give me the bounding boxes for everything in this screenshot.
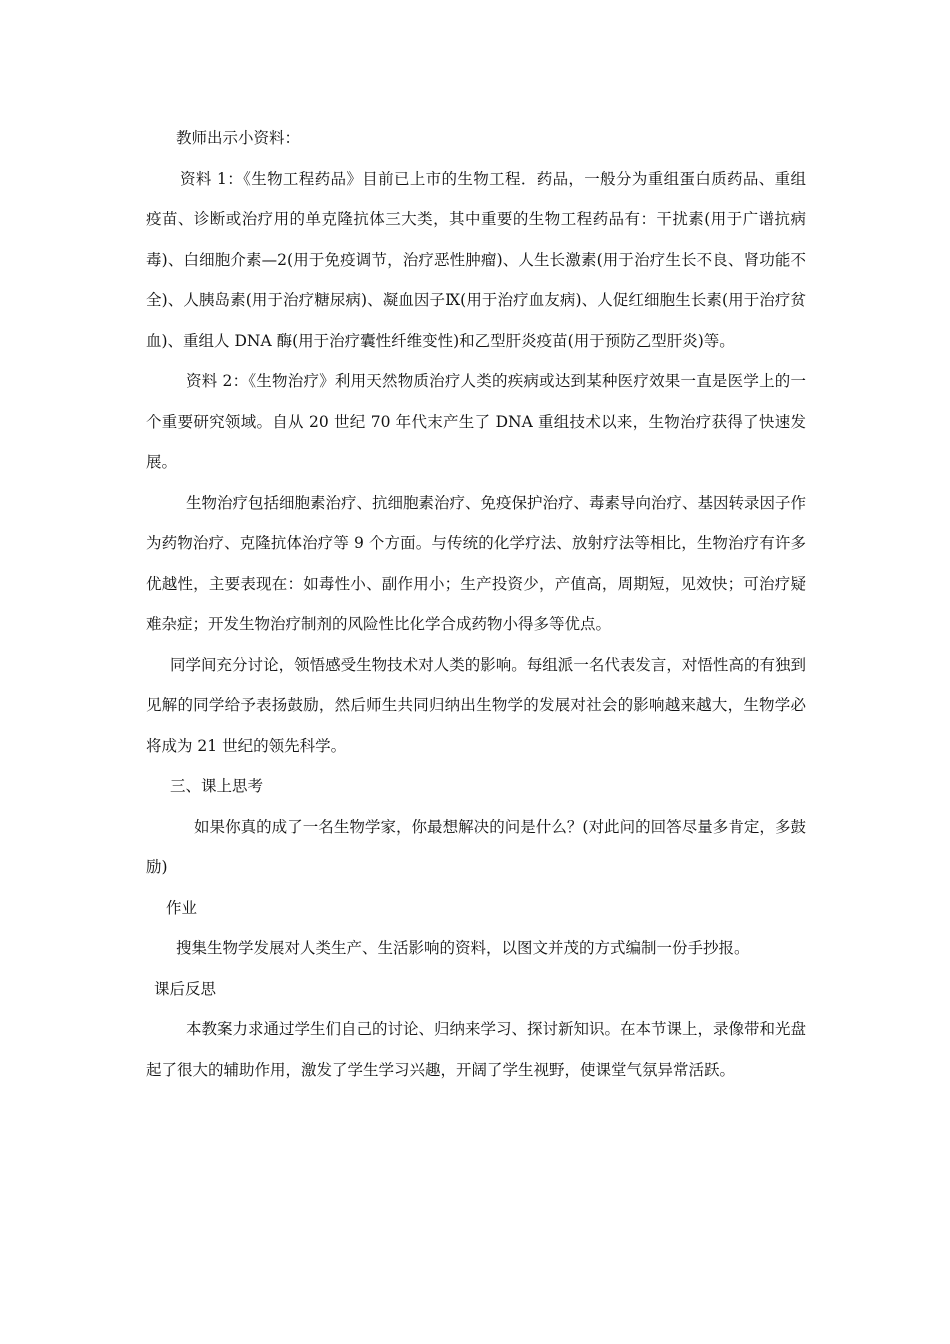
paragraph-material-1: 资料 1：《生物工程药品》目前已上市的生物工程．药品，一般分为重组蛋白质药品、重组疫苗、诊断或治疗用的单克隆抗体三大类，其中重要的生物工程药品有：干扰素(用于广谱抗病毒)、白细胞介素—2(用于免疫调节，治疗恶性肿瘤)、人生长激素(用于治疗生长不良、肾功能不全)、人胰岛素(用于治疗糖尿病)、凝血因子Ⅸ(用于治疗血友病)、人促红细胞生长素(用于治疗贫血)、重组人 DNA 酶(用于治疗囊性纤维变性)和乙型肝炎疫苗(用于预防乙型肝炎)等。: [146, 169, 806, 350]
paragraph-question: 如果你真的成了一名生物学家，你最想解决的问是什么？(对此问的回答尽量多肯定，多鼓励): [146, 817, 806, 876]
paragraph-biotherapy: 生物治疗包括细胞素治疗、抗细胞素治疗、免疫保护治疗、毒素导向治疗、基因转录因子作为药物治疗、克隆抗体治疗等 9 个方面。与传统的化学疗法、放射疗法等相比，生物治疗有许多优越性，主要表现在：如毒性小、副作用小；生产投资少，产值高，周期短，见效快；可治疗疑难杂症；开发生物治疗制剂的风险性比化学合成药物小得多等优点。: [146, 493, 807, 633]
heading-homework: 作业: [166, 898, 198, 917]
paragraph-reflection: 本教案力求通过学生们自己的讨论、归纳来学习、探讨新知识。在本节课上，录像带和光盘起了很大的辅助作用，激发了学生学习兴趣，开阔了学生视野，使课堂气氛异常活跃。: [146, 1020, 807, 1079]
paragraph-material-2: 资料 2：《生物治疗》利用天然物质治疗人类的疾病或达到某种医疗效果一直是医学上的一个重要研究领域。自从 20 世纪 70 年代末产生了 DNA 重组技术以来，生物治疗获得了快速发展。: [146, 372, 806, 471]
heading-class-thinking: 三、课上思考: [170, 777, 264, 795]
paragraph-homework: 搜集生物学发展对人类生产、生活影响的资料，以图文并茂的方式编制一份手抄报。: [176, 939, 750, 957]
heading-reflection: 课后反思: [154, 979, 217, 998]
paragraph-intro: 教师出示小资料：: [176, 129, 301, 147]
document-body: [146, 118, 806, 1090]
paragraph-discussion: 同学间充分讨论，领悟感受生物技术对人类的影响。每组派一名代表发言，对悟性高的有独到见解的同学给予表扬鼓励，然后师生共同归纳出生物学的发展对社会的影响越来越大，生物学必将成为 21 世纪的领先科学。: [146, 655, 806, 755]
